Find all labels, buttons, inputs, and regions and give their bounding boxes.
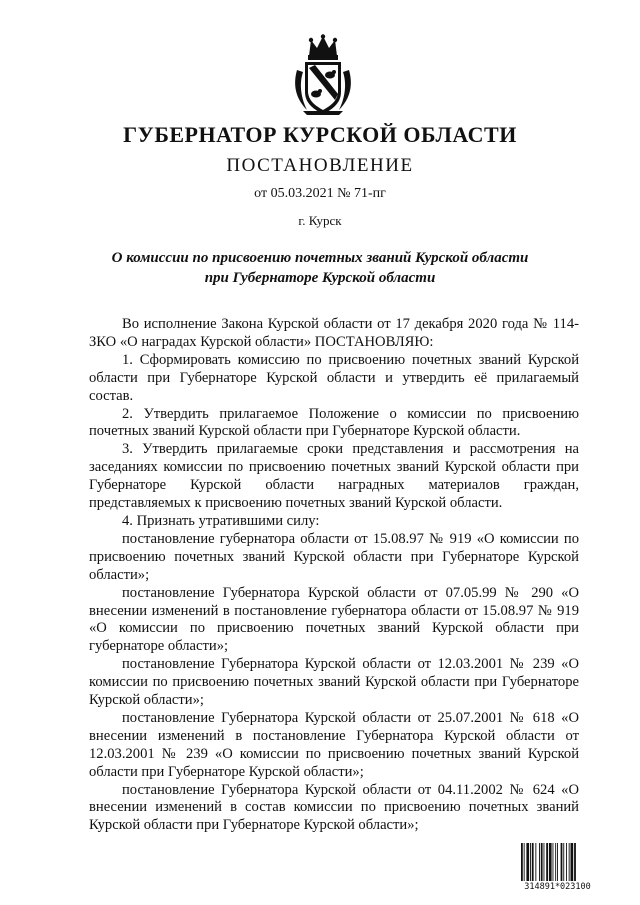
document-subject: О комиссии по присвоению почетных званий Курской области при Губернаторе Курской области: [111, 250, 529, 286]
repealed-act-item: постановление Губернатора Курской области от 04.11.2002 № 624 «О внесении изменений в состав комиссии по присвоению почетных званий Курской области при Губернаторе Курской области»;: [89, 781, 579, 834]
barcode-number: 314891*023100: [524, 882, 591, 892]
repealed-act-item: постановление Губернатора Курской области от 25.07.2001 № 618 «О внесении изменений в постановление Губернатора Курской области от 12.03.2001 № 239 «О комиссии по присвоению почетных званий Курской области при Губернаторе Курской области»;: [89, 709, 579, 780]
repealed-act-item: постановление губернатора области от 15.08.97 № 919 «О комиссии по присвоению почетных званий Курской области при Губернаторе Курской области»;: [89, 530, 579, 583]
clause-3: 3. Утвердить прилагаемые сроки представления и рассмотрения на заседаниях комиссии по присвоению почетных званий Курской области при Губернаторе Курской области наградных материалов граждан, представляемых к присвоению почетных званий Курской области.: [89, 441, 579, 512]
preamble-paragraph: Во исполнение Закона Курской области от 17 декабря 2020 года № 114-ЗКО «О наградах Курской области» ПОСТАНОВЛЯЮ:: [89, 316, 579, 350]
issuing-authority-title: ГУБЕРНАТОР КУРСКОЙ ОБЛАСТИ: [123, 122, 517, 147]
document-date-number: от 05.03.2021 № 71-пг: [254, 186, 386, 201]
coat-of-arms-emblem: [291, 34, 355, 116]
repealed-act-item: постановление Губернатора Курской области от 07.05.99 № 290 «О внесении изменений в постановление губернатора области от 15.08.97 № 919 «О комиссии по присвоению почетных званий Курской области при губернаторе области»;: [89, 584, 579, 655]
barcode-bars: [520, 843, 595, 881]
clause-1: 1. Сформировать комиссию по присвоению почетных званий Курской области при Губернаторе Курской области и утвердить её прилагаемый состав.: [89, 351, 579, 404]
document-type: ПОСТАНОВЛЕНИЕ: [226, 155, 414, 176]
clause-2: 2. Утвердить прилагаемое Положение о комиссии по присвоению почетных званий Курской области при Губернаторе Курской области.: [89, 405, 579, 440]
document-city: г. Курск: [298, 213, 342, 228]
document-barcode: [520, 843, 595, 893]
repealed-act-item: постановление Губернатора Курской области от 12.03.2001 № 239 «О комиссии по присвоению почетных званий Курской области при Губернаторе Курской области»;: [89, 656, 579, 709]
document-body: [89, 316, 579, 835]
clause-4: 4. Признать утратившими силу:: [122, 512, 320, 529]
